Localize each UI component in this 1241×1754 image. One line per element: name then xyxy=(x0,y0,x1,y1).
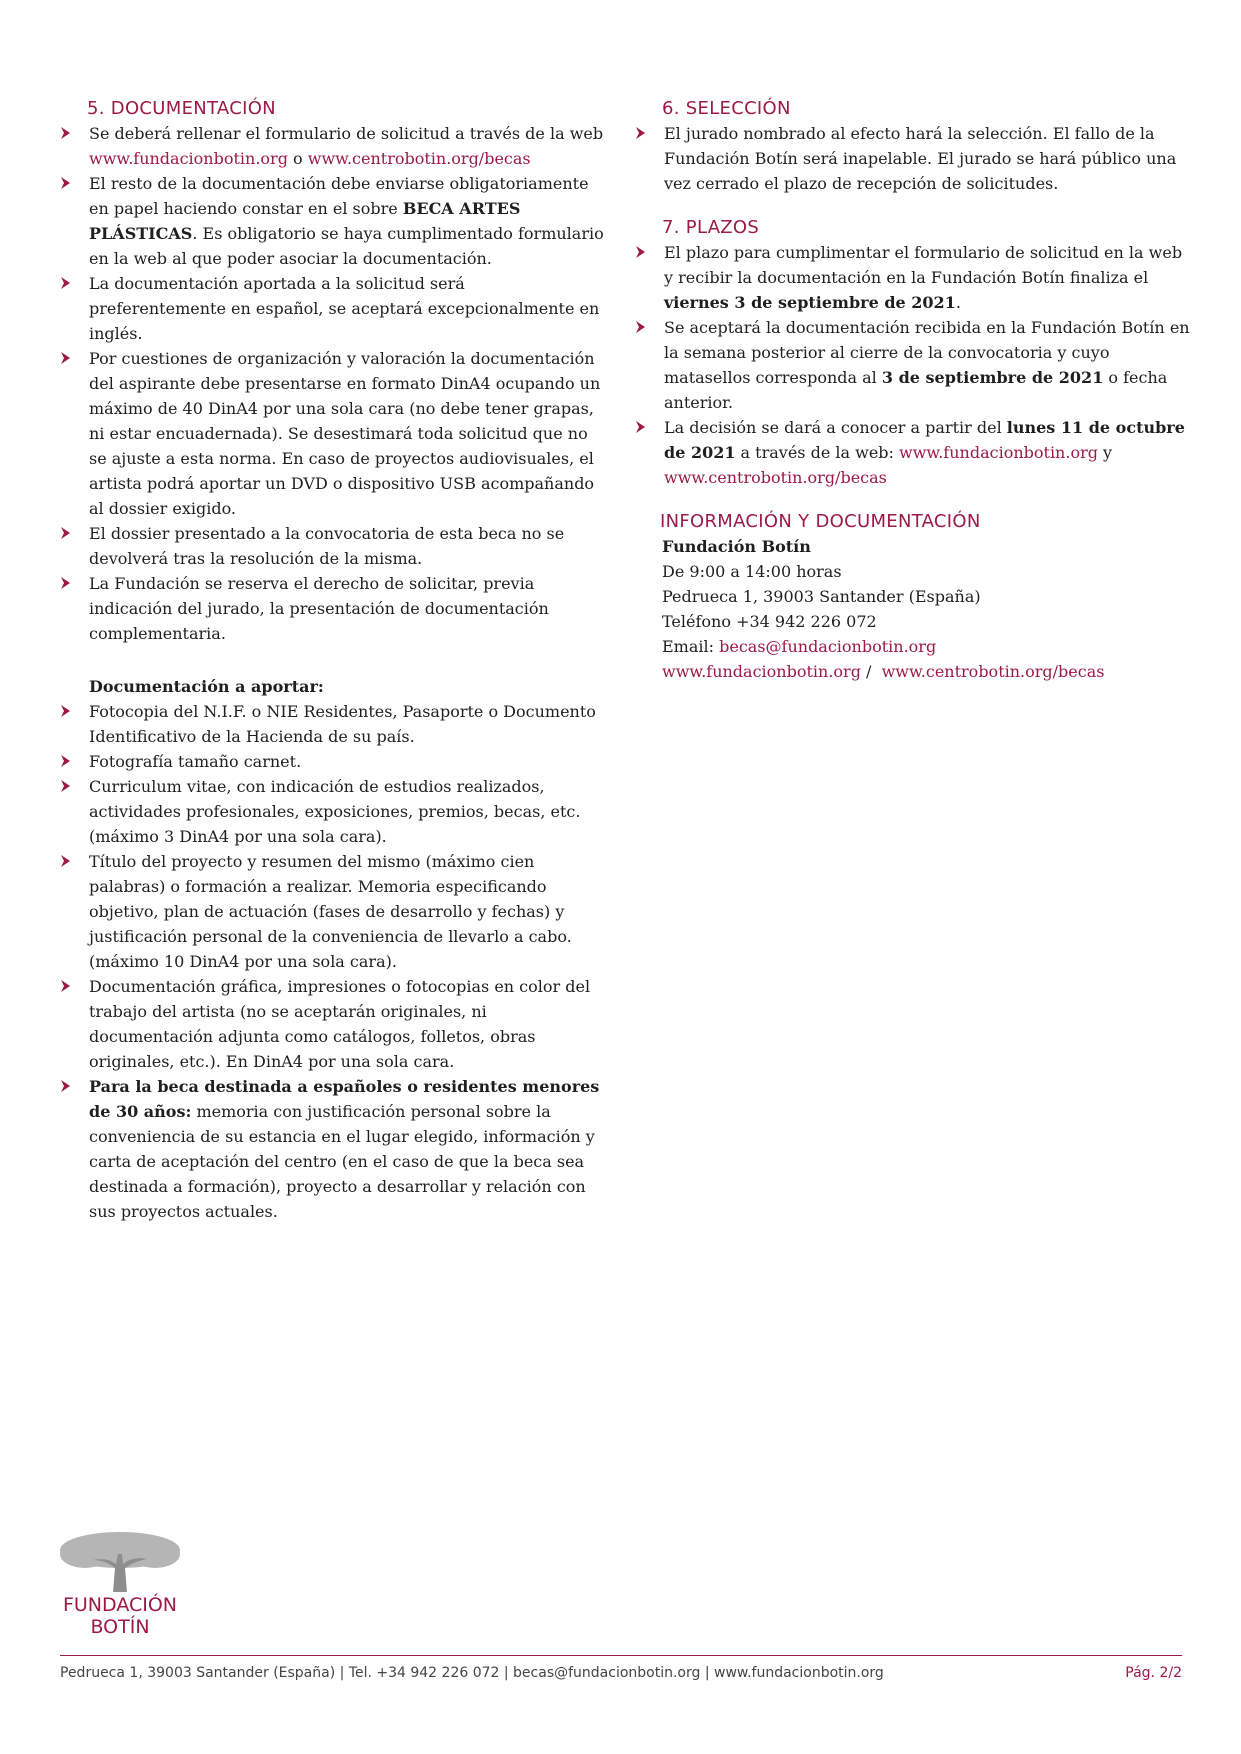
documentacion-aportar-list xyxy=(60,699,605,1224)
list-item: El jurado nombrado al efecto hará la selección. El fallo de la Fundación Botín será inapelable. El jurado se hará público una vez cerrado el plazo de recepción de solicitudes. xyxy=(635,121,1195,196)
org-name: Fundación Botín xyxy=(662,537,811,556)
contact-info: Fundación Botín De 9:00 a 14:00 horas Pedrueca 1, 39003 Santander (España) Teléfono +34 942 226 072 Email: becas@fundacionbotin.org www.fundacionbotin.org / www.centrobotin.org/becas xyxy=(635,534,1195,684)
page-number: Pág. 2/2 xyxy=(1125,1665,1182,1681)
list-item: Fotocopia del N.I.F. o NIE Residentes, Pasaporte o Documento Identificativo de la Hacienda de su país. xyxy=(60,699,605,749)
email-label: Email: xyxy=(662,637,720,656)
fundacionbotin-link[interactable]: www.fundacionbotin.org xyxy=(899,443,1098,462)
list-item: El plazo para cumplimentar el formulario de solicitud en la web y recibir la documentación en la Fundación Botín finaliza el viernes 3 de septiembre de 2021. xyxy=(635,240,1195,315)
list-item: Por cuestiones de organización y valoración la documentación del aspirante debe presentarse en formato DinA4 ocupando un máximo de 40 DinA4 por una sola cara (no debe tener grapas, ni estar encuadernada). Se desestimará toda solicitud que no se ajuste a esta norma. En caso de proyectos audiovisuales, el artista podrá aportar un DVD o dispositivo USB acompañando al dossier exigido. xyxy=(60,346,605,521)
documentacion-aportar-heading: Documentación a aportar: xyxy=(89,677,324,696)
list-item: Documentación gráfica, impresiones o fotocopias en color del trabajo del artista (no se aceptarán originales, ni documentación adjunta como catálogos, folletos, obras originales, etc.). En DinA4 por una sola cara. xyxy=(60,974,605,1074)
footer-contact: Pedrueca 1, 39003 Santander (España) | Tel. +34 942 226 072 | becas@fundacionbotin.org | www.fundacionbotin.org xyxy=(60,1665,884,1681)
footer xyxy=(60,1665,1182,1681)
fundacionbotin-link[interactable]: www.fundacionbotin.org xyxy=(662,662,861,681)
list-item: La documentación aportada a la solicitud será preferentemente en español, se aceptará excepcionalmente en inglés. xyxy=(60,271,605,346)
logo-line-2: BOTÍN xyxy=(90,1616,150,1638)
bullet-arrow-icon xyxy=(60,779,71,793)
documentacion-list xyxy=(60,121,605,646)
bullet-arrow-icon xyxy=(60,351,71,365)
list-item: El resto de la documentación debe enviarse obligatoriamente en papel haciendo constar en el sobre BECA ARTES PLÁSTICAS. Es obligatorio se haya cumplimentado formulario en la web al que poder asociar la documentación. xyxy=(60,171,605,271)
logo-line-1: FUNDACIÓN xyxy=(62,1594,178,1616)
bullet-arrow-icon xyxy=(635,126,646,140)
section-title-documentacion: 5. DOCUMENTACIÓN xyxy=(87,98,276,119)
fundacion-botin-logo xyxy=(55,1530,185,1650)
list-item: La decisión se dará a conocer a partir del lunes 11 de octubre de 2021 a través de la web: www.fundacionbotin.org y www.centrobotin.org/becas xyxy=(635,415,1195,490)
right-column xyxy=(635,97,1195,684)
list-item: Título del proyecto y resumen del mismo (máximo cien palabras) o formación a realizar. Memoria especificando objetivo, plan de actuación (fases de desarrollo y fechas) y justificación personal de la conveniencia de llevarlo a cabo. (máximo 10 DinA4 por una sola cara). xyxy=(60,849,605,974)
seleccion-list xyxy=(635,121,1195,196)
section-title-plazos: 7. PLAZOS xyxy=(662,217,760,238)
bullet-arrow-icon xyxy=(60,1079,71,1093)
bullet-arrow-icon xyxy=(60,526,71,540)
bullet-arrow-icon xyxy=(635,320,646,334)
centrobotin-becas-link[interactable]: www.centrobotin.org/becas xyxy=(307,149,531,168)
fundacionbotin-link[interactable]: www.fundacionbotin.org xyxy=(89,149,288,168)
bullet-arrow-icon xyxy=(60,979,71,993)
phone: Teléfono +34 942 226 072 xyxy=(662,612,877,631)
list-item: Para la beca destinada a españoles o residentes menores de 30 años: memoria con justificación personal sobre la conveniencia de su estancia en el lugar elegido, información y carta de aceptación del centro (en el caso de que la beca sea destinada a formación), proyecto a desarrollar y relación con sus proyectos actuales. xyxy=(60,1074,605,1224)
list-item: Se aceptará la documentación recibida en la Fundación Botín en la semana posterior al cierre de la convocatoria y cuyo matasellos corresponda al 3 de septiembre de 2021 o fecha anterior. xyxy=(635,315,1195,415)
list-item: El dossier presentado a la convocatoria de esta beca no se devolverá tras la resolución de la misma. xyxy=(60,521,605,571)
bullet-arrow-icon xyxy=(60,704,71,718)
centrobotin-becas-link[interactable]: www.centrobotin.org/becas xyxy=(664,468,887,487)
left-column xyxy=(60,97,605,1224)
tree-logo-icon xyxy=(55,1530,185,1596)
bullet-arrow-icon xyxy=(635,245,646,259)
plazos-list xyxy=(635,240,1195,490)
footer-divider xyxy=(60,1655,1182,1656)
email-link[interactable]: becas@fundacionbotin.org xyxy=(719,637,937,656)
bullet-arrow-icon xyxy=(60,754,71,768)
list-item: Se deberá rellenar el formulario de solicitud a través de la web www.fundacionbotin.org o www.centrobotin.org/becas xyxy=(60,121,605,171)
bullet-arrow-icon xyxy=(60,126,71,140)
list-item: Fotografía tamaño carnet. xyxy=(60,749,605,774)
bullet-arrow-icon xyxy=(60,176,71,190)
centrobotin-becas-link[interactable]: www.centrobotin.org/becas xyxy=(881,662,1105,681)
section-title-seleccion: 6. SELECCIÓN xyxy=(662,98,791,119)
section-title-informacion: INFORMACIÓN Y DOCUMENTACIÓN xyxy=(660,511,981,532)
bullet-arrow-icon xyxy=(60,276,71,290)
bullet-arrow-icon xyxy=(60,576,71,590)
bullet-arrow-icon xyxy=(60,854,71,868)
address: Pedrueca 1, 39003 Santander (España) xyxy=(662,587,981,606)
office-hours: De 9:00 a 14:00 horas xyxy=(662,562,842,581)
list-item: Curriculum vitae, con indicación de estudios realizados, actividades profesionales, exposiciones, premios, becas, etc. (máximo 3 DinA4 por una sola cara). xyxy=(60,774,605,849)
list-item: La Fundación se reserva el derecho de solicitar, previa indicación del jurado, la presentación de documentación complementaria. xyxy=(60,571,605,646)
bullet-arrow-icon xyxy=(635,420,646,434)
